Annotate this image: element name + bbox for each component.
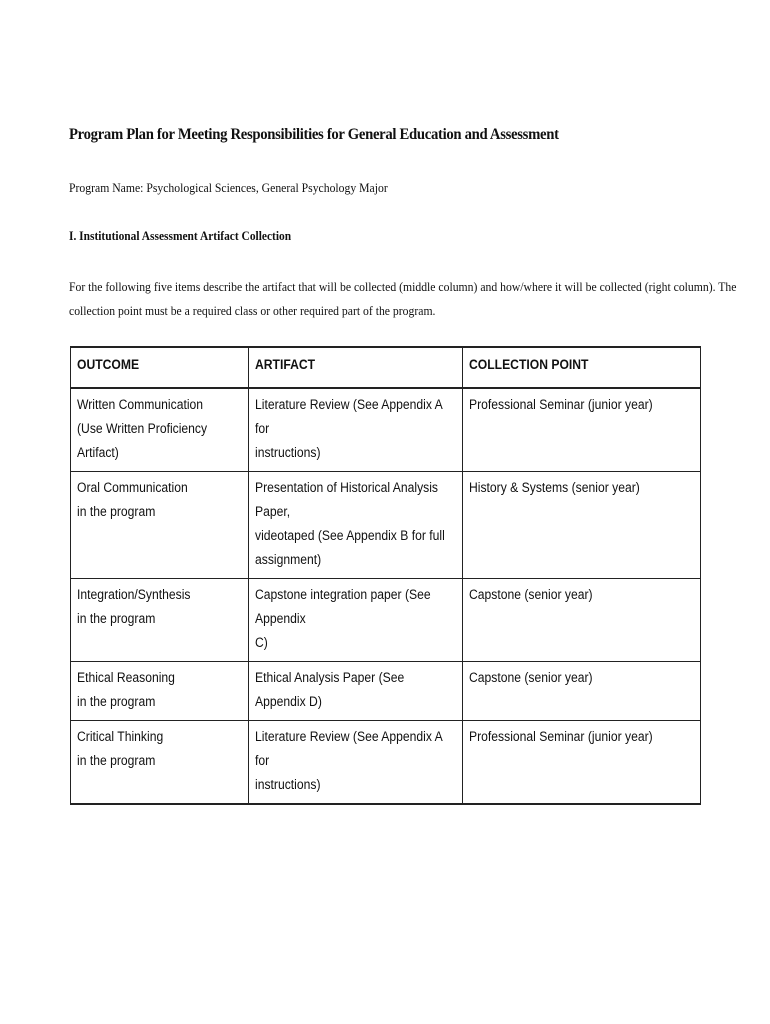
section-heading: I. Institutional Assessment Artifact Collection <box>69 228 292 243</box>
cell-text-line: instructions) <box>255 445 321 460</box>
artifact-cell <box>249 579 463 662</box>
outcome-cell <box>71 721 249 805</box>
cell-text-line: Capstone (senior year) <box>469 670 593 685</box>
table-body <box>71 388 701 804</box>
outcome-cell <box>71 388 249 472</box>
header-outcome: OUTCOME <box>71 347 249 388</box>
cell-text-line: Integration/Synthesis <box>77 587 191 602</box>
collection-point-cell <box>463 662 701 721</box>
intro-line: collection point must be a required class or other required part of the program. <box>69 303 436 318</box>
outcome-cell <box>71 472 249 579</box>
cell-text-line: C) <box>255 635 268 650</box>
table-row <box>71 388 701 472</box>
cell-text-line: in the program <box>77 611 156 626</box>
artifact-table <box>70 346 701 805</box>
program-name: Program Name: Psychological Sciences, General Psychology Major <box>69 180 388 195</box>
cell-text-line: History & Systems (senior year) <box>469 480 640 495</box>
cell-text-line: in the program <box>77 753 156 768</box>
table-row <box>71 472 701 579</box>
document-title: Program Plan for Meeting Responsibilities for General Education and Assessment <box>69 126 559 143</box>
cell-text-line: Capstone integration paper (See Appendix <box>255 587 431 626</box>
cell-text-line: instructions) <box>255 777 321 792</box>
cell-text-line: Professional Seminar (junior year) <box>469 729 653 744</box>
cell-text-line: Presentation of Historical Analysis Paper, <box>255 480 439 519</box>
cell-text-line: Ethical Reasoning <box>77 670 175 685</box>
artifact-cell <box>249 662 463 721</box>
outcome-cell <box>71 579 249 662</box>
cell-text-line: (Use Written Proficiency Artifact) <box>77 421 208 460</box>
cell-text-line: Capstone (senior year) <box>469 587 593 602</box>
intro-paragraph <box>69 275 737 323</box>
cell-text-line: Literature Review (See Appendix A for <box>255 397 443 436</box>
cell-text-line: videotaped (See Appendix B for full <box>255 528 445 543</box>
cell-text-line: in the program <box>77 504 156 519</box>
cell-text-line: Critical Thinking <box>77 729 164 744</box>
table-header-row <box>71 347 701 388</box>
collection-point-cell <box>463 721 701 805</box>
table-row <box>71 721 701 805</box>
cell-text-line: Literature Review (See Appendix A for <box>255 729 443 768</box>
header-artifact: ARTIFACT <box>249 347 463 388</box>
collection-point-cell <box>463 579 701 662</box>
cell-text-line: Ethical Analysis Paper (See Appendix D) <box>255 670 405 709</box>
cell-text-line: Oral Communication <box>77 480 188 495</box>
cell-text-line: Professional Seminar (junior year) <box>469 397 653 412</box>
cell-text-line: Written Communication <box>77 397 204 412</box>
artifact-cell <box>249 721 463 805</box>
cell-text-line: in the program <box>77 694 156 709</box>
outcome-cell <box>71 662 249 721</box>
collection-point-cell <box>463 388 701 472</box>
artifact-cell <box>249 472 463 579</box>
collection-point-cell <box>463 472 701 579</box>
table-row <box>71 579 701 662</box>
cell-text-line: assignment) <box>255 552 322 567</box>
artifact-cell <box>249 388 463 472</box>
intro-line: For the following five items describe the artifact that will be collected (middle column) and how/where it will be collected (right column). The <box>69 279 737 294</box>
header-collection-point: COLLECTION POINT <box>463 347 701 388</box>
table-row <box>71 662 701 721</box>
